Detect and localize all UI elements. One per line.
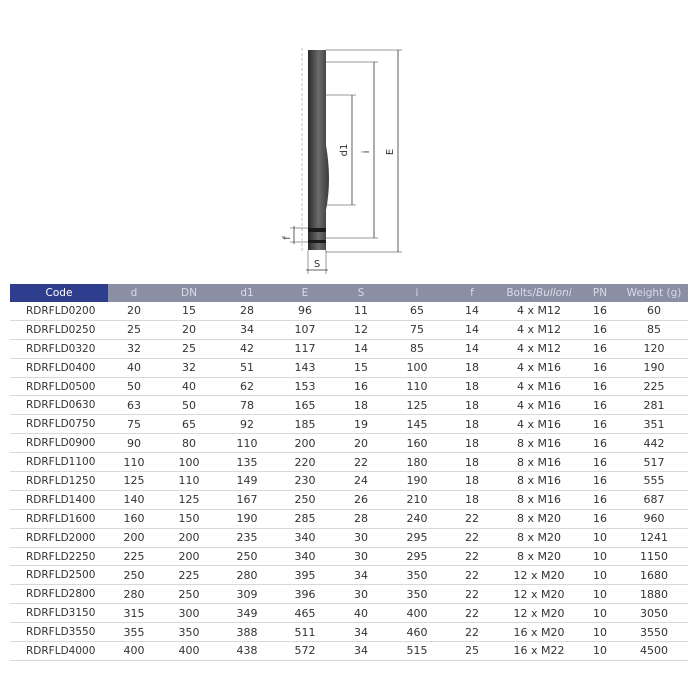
cell-f: 25: [446, 642, 498, 661]
cell-i: 65: [388, 302, 446, 320]
cell-e: 117: [276, 339, 334, 358]
cell-f: 22: [446, 566, 498, 585]
cell-weight: 85: [620, 320, 688, 339]
cell-d: 200: [108, 528, 160, 547]
cell-e: 230: [276, 472, 334, 491]
table-row: [10, 358, 688, 377]
cell-f: 22: [446, 547, 498, 566]
table-row: [10, 377, 688, 396]
cell-f: 22: [446, 509, 498, 528]
flange-bolt-band: [308, 228, 326, 232]
cell-f: 18: [446, 358, 498, 377]
cell-dn: 25: [160, 339, 218, 358]
cell-code: RDRFLD0200: [10, 302, 108, 320]
table-row: [10, 528, 688, 547]
table-row: [10, 396, 688, 415]
cell-e: 396: [276, 585, 334, 604]
cell-weight: 517: [620, 453, 688, 472]
cell-s: 18: [334, 396, 388, 415]
cell-pn: 10: [580, 566, 620, 585]
cell-d1: 388: [218, 623, 276, 642]
cell-f: 18: [446, 490, 498, 509]
cell-pn: 16: [580, 396, 620, 415]
cell-d1: 167: [218, 490, 276, 509]
cell-dn: 50: [160, 396, 218, 415]
table-row: [10, 604, 688, 623]
cell-pn: 16: [580, 377, 620, 396]
cell-bolts: 8 x M16: [498, 434, 580, 453]
cell-d1: 250: [218, 547, 276, 566]
cell-code: RDRFLD0500: [10, 377, 108, 396]
table-row: [10, 623, 688, 642]
header-d1: d1: [218, 284, 276, 302]
cell-bolts: 4 x M16: [498, 377, 580, 396]
cell-i: 180: [388, 453, 446, 472]
header-pn: PN: [580, 284, 620, 302]
cell-dn: 200: [160, 547, 218, 566]
cell-s: 22: [334, 453, 388, 472]
cell-s: 34: [334, 623, 388, 642]
cell-pn: 16: [580, 415, 620, 434]
cell-code: RDRFLD0400: [10, 358, 108, 377]
cell-e: 572: [276, 642, 334, 661]
cell-code: RDRFLD0750: [10, 415, 108, 434]
cell-d1: 92: [218, 415, 276, 434]
cell-pn: 10: [580, 642, 620, 661]
cell-e: 395: [276, 566, 334, 585]
cell-i: 75: [388, 320, 446, 339]
cell-weight: 555: [620, 472, 688, 491]
flange-bolt-band-lower: [308, 240, 326, 243]
cell-d: 315: [108, 604, 160, 623]
cell-s: 12: [334, 320, 388, 339]
cell-i: 85: [388, 339, 446, 358]
cell-dn: 400: [160, 642, 218, 661]
cell-code: RDRFLD0630: [10, 396, 108, 415]
cell-i: 160: [388, 434, 446, 453]
cell-bolts: 12 x M20: [498, 585, 580, 604]
cell-s: 30: [334, 528, 388, 547]
header-f: f: [446, 284, 498, 302]
cell-d1: 149: [218, 472, 276, 491]
table-row: [10, 490, 688, 509]
cell-bolts: 12 x M20: [498, 604, 580, 623]
cell-s: 15: [334, 358, 388, 377]
cell-bolts: 16 x M20: [498, 623, 580, 642]
cell-d1: 135: [218, 453, 276, 472]
cell-e: 511: [276, 623, 334, 642]
table-body: [10, 302, 688, 660]
cell-pn: 16: [580, 453, 620, 472]
cell-f: 14: [446, 339, 498, 358]
cell-f: 22: [446, 528, 498, 547]
cell-e: 165: [276, 396, 334, 415]
cell-i: 100: [388, 358, 446, 377]
table-row: [10, 302, 688, 320]
cell-i: 350: [388, 585, 446, 604]
cell-pn: 16: [580, 509, 620, 528]
cell-weight: 1680: [620, 566, 688, 585]
cell-f: 18: [446, 377, 498, 396]
cell-i: 400: [388, 604, 446, 623]
cell-dn: 32: [160, 358, 218, 377]
cell-s: 40: [334, 604, 388, 623]
header-bolts: [498, 284, 580, 302]
cell-bolts: 8 x M16: [498, 490, 580, 509]
header-code: Code: [10, 284, 108, 302]
cell-f: 22: [446, 585, 498, 604]
cell-i: 350: [388, 566, 446, 585]
cell-code: RDRFLD1100: [10, 453, 108, 472]
cell-bolts: 4 x M16: [498, 358, 580, 377]
cell-d: 280: [108, 585, 160, 604]
cell-s: 14: [334, 339, 388, 358]
cell-bolts: 4 x M12: [498, 339, 580, 358]
cell-pn: 16: [580, 472, 620, 491]
cell-pn: 16: [580, 358, 620, 377]
cell-d: 50: [108, 377, 160, 396]
cell-code: RDRFLD2250: [10, 547, 108, 566]
cell-pn: 16: [580, 490, 620, 509]
cell-code: RDRFLD1600: [10, 509, 108, 528]
table-row: [10, 320, 688, 339]
cell-d1: 110: [218, 434, 276, 453]
dim-label-d1: d1: [339, 143, 350, 157]
cell-d: 400: [108, 642, 160, 661]
cell-d: 40: [108, 358, 160, 377]
cell-i: 110: [388, 377, 446, 396]
cell-d: 160: [108, 509, 160, 528]
cell-s: 26: [334, 490, 388, 509]
cell-weight: 3050: [620, 604, 688, 623]
cell-d: 20: [108, 302, 160, 320]
cell-dn: 15: [160, 302, 218, 320]
cell-d1: 62: [218, 377, 276, 396]
cell-f: 18: [446, 415, 498, 434]
cell-e: 220: [276, 453, 334, 472]
cell-s: 16: [334, 377, 388, 396]
cell-d1: 280: [218, 566, 276, 585]
cell-f: 14: [446, 320, 498, 339]
cell-f: 18: [446, 434, 498, 453]
cell-d1: 190: [218, 509, 276, 528]
cell-code: RDRFLD3150: [10, 604, 108, 623]
cell-code: RDRFLD0250: [10, 320, 108, 339]
cell-i: 145: [388, 415, 446, 434]
dim-label-f: f: [282, 236, 293, 240]
cell-d: 125: [108, 472, 160, 491]
table-row: [10, 509, 688, 528]
flange-spec-table: [10, 284, 688, 661]
cell-s: 20: [334, 434, 388, 453]
cell-f: 18: [446, 396, 498, 415]
cell-d: 110: [108, 453, 160, 472]
cell-bolts: 12 x M20: [498, 566, 580, 585]
cell-pn: 10: [580, 623, 620, 642]
cell-weight: 351: [620, 415, 688, 434]
cell-code: RDRFLD4000: [10, 642, 108, 661]
cell-bolts: 4 x M16: [498, 396, 580, 415]
table-header-row: [10, 284, 688, 302]
table-row: [10, 642, 688, 661]
cell-s: 24: [334, 472, 388, 491]
cell-dn: 40: [160, 377, 218, 396]
cell-s: 11: [334, 302, 388, 320]
header-d: d: [108, 284, 160, 302]
cell-s: 30: [334, 585, 388, 604]
cell-i: 295: [388, 547, 446, 566]
cell-e: 340: [276, 547, 334, 566]
cell-pn: 10: [580, 585, 620, 604]
cell-code: RDRFLD2800: [10, 585, 108, 604]
cell-bolts: 8 x M20: [498, 528, 580, 547]
cell-pn: 16: [580, 320, 620, 339]
cell-weight: 960: [620, 509, 688, 528]
table-row: [10, 566, 688, 585]
cell-weight: 1880: [620, 585, 688, 604]
cell-weight: 281: [620, 396, 688, 415]
cell-d1: 51: [218, 358, 276, 377]
cell-bolts: 8 x M20: [498, 547, 580, 566]
table-row: [10, 472, 688, 491]
cell-f: 22: [446, 623, 498, 642]
cell-dn: 350: [160, 623, 218, 642]
table-row: [10, 434, 688, 453]
cell-e: 153: [276, 377, 334, 396]
cell-e: 285: [276, 509, 334, 528]
cell-bolts: 4 x M16: [498, 415, 580, 434]
cell-bolts: 8 x M16: [498, 453, 580, 472]
cell-weight: 442: [620, 434, 688, 453]
header-weight: Weight (g): [620, 284, 688, 302]
cell-e: 465: [276, 604, 334, 623]
table-row: [10, 339, 688, 358]
header-i: i: [388, 284, 446, 302]
cell-bolts: 8 x M20: [498, 509, 580, 528]
flange-body: [308, 50, 329, 250]
cell-weight: 1150: [620, 547, 688, 566]
header-e: E: [276, 284, 334, 302]
cell-dn: 80: [160, 434, 218, 453]
cell-i: 210: [388, 490, 446, 509]
cell-dn: 100: [160, 453, 218, 472]
cell-weight: 3550: [620, 623, 688, 642]
cell-d1: 349: [218, 604, 276, 623]
cell-i: 295: [388, 528, 446, 547]
cell-bolts: 4 x M12: [498, 302, 580, 320]
cell-d: 140: [108, 490, 160, 509]
cell-pn: 16: [580, 434, 620, 453]
cell-weight: 60: [620, 302, 688, 320]
cell-s: 28: [334, 509, 388, 528]
cell-weight: 225: [620, 377, 688, 396]
header-bolts-label: Bolts/: [506, 287, 536, 299]
cell-d: 355: [108, 623, 160, 642]
dim-label-e: E: [385, 148, 396, 156]
cell-pn: 16: [580, 339, 620, 358]
table-row: [10, 453, 688, 472]
cell-dn: 300: [160, 604, 218, 623]
cell-dn: 20: [160, 320, 218, 339]
cell-i: 460: [388, 623, 446, 642]
cell-weight: 190: [620, 358, 688, 377]
header-bulloni-label: Bulloni: [535, 287, 572, 299]
cell-code: RDRFLD2500: [10, 566, 108, 585]
cell-code: RDRFLD1250: [10, 472, 108, 491]
cell-dn: 110: [160, 472, 218, 491]
cell-d: 90: [108, 434, 160, 453]
table-row: [10, 415, 688, 434]
cell-f: 18: [446, 453, 498, 472]
cell-s: 19: [334, 415, 388, 434]
cell-d: 63: [108, 396, 160, 415]
cell-weight: 120: [620, 339, 688, 358]
cell-dn: 150: [160, 509, 218, 528]
cell-dn: 65: [160, 415, 218, 434]
cell-bolts: 16 x M22: [498, 642, 580, 661]
cell-d: 75: [108, 415, 160, 434]
cell-f: 14: [446, 302, 498, 320]
cell-d1: 235: [218, 528, 276, 547]
cell-d1: 438: [218, 642, 276, 661]
dim-label-i: i: [361, 150, 372, 154]
dim-label-s: S: [313, 259, 321, 270]
cell-e: 107: [276, 320, 334, 339]
cell-dn: 125: [160, 490, 218, 509]
cell-dn: 200: [160, 528, 218, 547]
cell-weight: 4500: [620, 642, 688, 661]
cell-code: RDRFLD1400: [10, 490, 108, 509]
table-row: [10, 585, 688, 604]
cell-pn: 10: [580, 528, 620, 547]
flange-cross-section-drawing: [280, 40, 420, 280]
cell-i: 125: [388, 396, 446, 415]
cell-i: 240: [388, 509, 446, 528]
header-dn: DN: [160, 284, 218, 302]
cell-d1: 42: [218, 339, 276, 358]
cell-pn: 16: [580, 302, 620, 320]
cell-e: 143: [276, 358, 334, 377]
cell-bolts: 8 x M16: [498, 472, 580, 491]
cell-d: 225: [108, 547, 160, 566]
cell-d1: 78: [218, 396, 276, 415]
cell-code: RDRFLD0320: [10, 339, 108, 358]
cell-bolts: 4 x M12: [498, 320, 580, 339]
cell-d: 25: [108, 320, 160, 339]
cell-dn: 225: [160, 566, 218, 585]
cell-d: 250: [108, 566, 160, 585]
cell-e: 185: [276, 415, 334, 434]
cell-d1: 28: [218, 302, 276, 320]
cell-d1: 34: [218, 320, 276, 339]
cell-e: 250: [276, 490, 334, 509]
cell-weight: 687: [620, 490, 688, 509]
cell-s: 34: [334, 566, 388, 585]
cell-e: 96: [276, 302, 334, 320]
cell-i: 515: [388, 642, 446, 661]
cell-code: RDRFLD3550: [10, 623, 108, 642]
header-s: S: [334, 284, 388, 302]
cell-pn: 10: [580, 604, 620, 623]
cell-i: 190: [388, 472, 446, 491]
cell-d: 32: [108, 339, 160, 358]
cell-s: 34: [334, 642, 388, 661]
cell-d1: 309: [218, 585, 276, 604]
cell-f: 22: [446, 604, 498, 623]
cell-code: RDRFLD2000: [10, 528, 108, 547]
cell-e: 200: [276, 434, 334, 453]
table-row: [10, 547, 688, 566]
cell-code: RDRFLD0900: [10, 434, 108, 453]
cell-weight: 1241: [620, 528, 688, 547]
cell-pn: 10: [580, 547, 620, 566]
cell-e: 340: [276, 528, 334, 547]
cell-s: 30: [334, 547, 388, 566]
cell-f: 18: [446, 472, 498, 491]
cell-dn: 250: [160, 585, 218, 604]
